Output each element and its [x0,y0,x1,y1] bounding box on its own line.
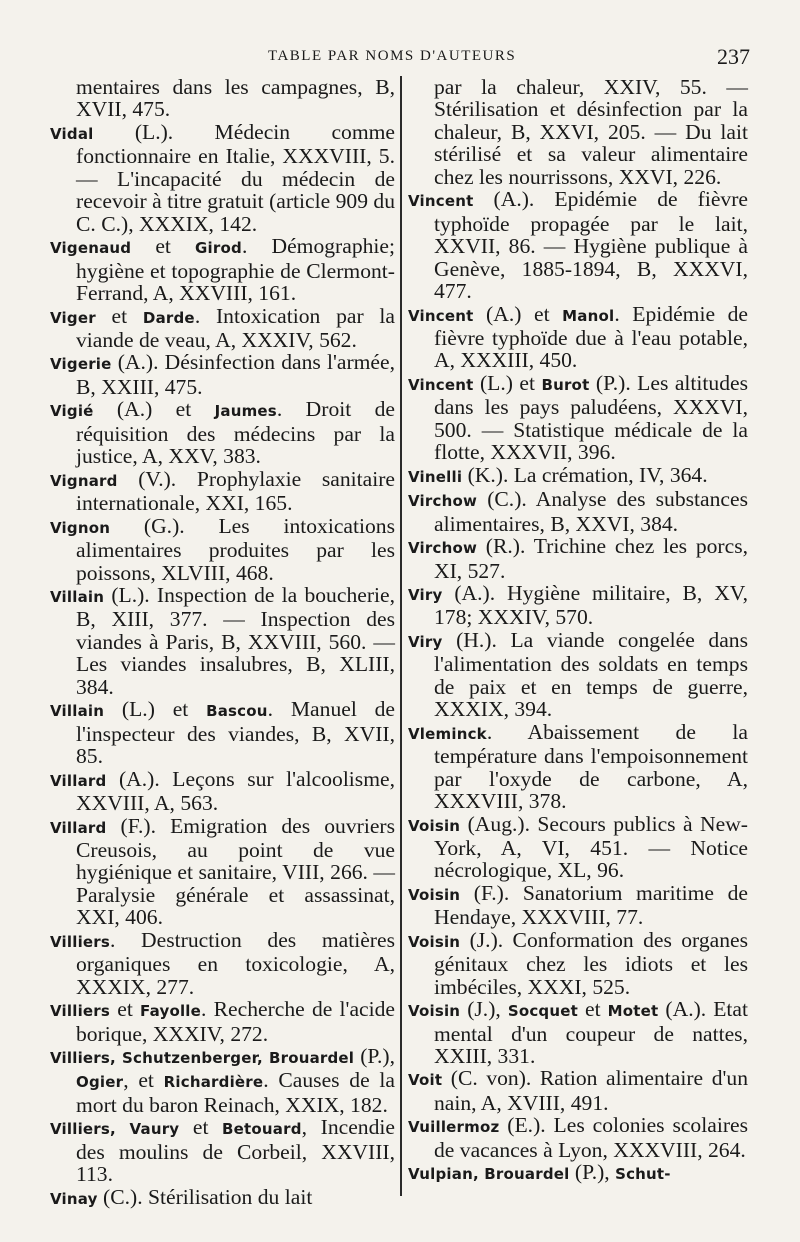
index-entry [408,76,748,188]
entry-text: (A.). Leçons sur l'alcoolisme, XXVIII, A, 563. [76,766,395,816]
index-entry [50,235,395,304]
author-name: Villard [50,771,107,790]
author-name: Jaumes [214,402,277,421]
author-name: Schut- [615,1165,671,1184]
index-entry [408,372,748,464]
index-entry [50,1045,395,1116]
index-entry [50,584,395,698]
entry-text: et [110,997,141,1022]
author-name: Burot [541,375,590,394]
author-name: Voisin [408,932,461,951]
index-entry [408,882,748,929]
author-name: Villiers, Vaury [50,1120,180,1139]
author-name: Betouard [222,1120,302,1139]
index-entry [408,464,748,488]
entry-text: (L.). Médecin comme fonctionnaire en Italie, XXXVIII, 5. — L'incapacité du médecin de recevoir à titre gratuit (article 909 du C. C.), XXXIX, 142. [76,119,395,236]
author-name: Villiers, Schutzenberger, Brouardel [50,1049,355,1068]
entry-text: (F.). Sanatorium maritime de Hendaye, XXXVIII, 77. [434,880,748,930]
running-head [0,44,800,74]
author-name: Manol [562,306,615,325]
entry-text: , Incendie des moulins de Corbeil, XXVIII, 113. [76,1115,395,1187]
index-entry [50,1186,395,1210]
index-entry [50,305,395,352]
author-name: Motet [607,1002,659,1021]
entry-text: (A.). Epidémie de fièvre typhoïde propagée par le lait, XXVII, 86. — Hygiène publique à Genève, 1885-1894, B, XXXVI, 477. [434,187,748,304]
entry-text: . Abaissement de la température dans l'empoisonnement par l'oxyde de carbone, A, XXXVIII, 378. [434,719,748,814]
index-entry [50,768,395,815]
author-name: Vigenaud [50,239,132,258]
author-name: Vleminck [408,724,487,743]
entry-text: . Recherche de l'acide borique, XXXIV, 272. [76,997,395,1046]
entry-text: (K.). La crémation, IV, 364. [462,462,708,487]
index-entry [50,998,395,1045]
author-name: Viry [408,632,443,651]
entry-text: (F.). Emigration des ouvriers Creusois, au point de vue hygiénique et sanitaire, VIII, 266. — Paralysie générale et assassinat, XXI, 406. [76,813,395,930]
entry-text: (A.) et [93,397,215,422]
entry-text: (A.). Hygiène militaire, B, XV, 178; XXXIV, 570. [434,580,748,630]
page-number: 237 [717,44,750,69]
author-name: Vignard [50,471,118,490]
author-name: Darde [142,308,195,327]
author-name: Vincent [408,375,474,394]
entry-text: et [95,303,143,328]
index-entry [408,813,748,882]
entry-text: (V.). Prophylaxie sanitaire internationale, XXI, 165. [76,466,395,516]
index-entry [50,815,395,929]
index-entry [408,929,748,998]
entry-text: . Epidémie de fièvre typhoïde due à l'eau potable, A, XXXIII, 450. [434,301,749,373]
index-entry [50,121,395,235]
entry-text: par la chaleur, XXIV, 55. — Stérilisation et désinfection par la chaleur, B, XXVI, 205. — Du lait stérilisé et sa valeur alimentaire chez les nourrissons, XXVI, 226. [434,75,748,189]
entry-text: et [578,997,608,1022]
entry-text: (E.). Les colonies scolaires de vacances à Lyon, XXXVIII, 264. [434,1113,748,1162]
author-name: Girod [195,239,242,258]
column-divider [400,76,402,1196]
author-name: Vincent [408,306,474,325]
right-column [408,76,748,1186]
index-entry [408,488,748,535]
author-name: Viry [408,585,443,604]
author-name: Vigié [50,402,94,421]
index-entry [408,721,748,813]
index-entry [408,629,748,721]
entry-text: , et [123,1068,164,1093]
author-name: Socquet [507,1002,578,1021]
index-entry [408,582,748,629]
entry-text: et [131,234,196,259]
index-entry [50,515,395,584]
index-entry [408,1114,748,1161]
entry-text: (A.) et [473,301,563,326]
entry-text: et [179,1115,223,1140]
author-name: Vignon [50,518,111,537]
author-name: Voisin [408,885,461,904]
author-name: Villain [50,702,105,721]
entry-text: (C. von). Ration alimentaire d'un nain, A, XVIII, 491. [434,1066,748,1115]
index-entry [50,929,395,998]
index-entry [408,188,748,302]
index-entry [408,1161,748,1185]
entry-text: (H.). La viande congelée dans l'alimentation des soldats en temps de paix et en temps de guerre, XXXIX, 394. [434,627,748,722]
index-entry [50,468,395,515]
author-name: Virchow [408,539,478,558]
entry-text: . Destruction des matières organiques en toxicologie, A, XXXIX, 277. [76,927,395,999]
entry-text: mentaires dans les campagnes, B, XVII, 475. [76,75,395,122]
left-column [50,76,395,1210]
entry-text: . Droit de réquisition des médecins par la justice, A, XXV, 383. [76,397,395,469]
author-name: Vincent [408,192,474,211]
index-entry [408,535,748,582]
entry-text: (L.) et [473,370,542,395]
author-name: Voit [408,1071,443,1090]
entry-text: (G.). Les intoxications alimentaires produites par les poissons, XLVIII, 468. [76,513,395,585]
author-name: Villiers [50,932,111,951]
author-name: Villain [50,587,105,606]
entry-text: . Manuel de l'inspecteur des viandes, B, XVII, 85. [76,697,396,769]
entry-text: (P.), [354,1044,395,1069]
author-name: Voisin [408,1002,461,1021]
author-name: Vinelli [408,467,463,486]
author-name: Voisin [408,816,461,835]
entry-text: (A.). Désinfection dans l'armée, B, XXIII, 475. [76,350,395,399]
author-name: Ogier [76,1073,124,1092]
author-name: Vinay [50,1189,98,1208]
index-entry [408,998,748,1067]
index-entry [50,398,395,467]
entry-text: (Aug.). Secours publics à New-York, A, VI, 451. — Notice nécrologique, XL, 96. [434,811,748,883]
author-name: Virchow [408,492,478,511]
entry-text: . Démographie; hygiène et topographie de Clermont-Ferrand, A, XXVIII, 161. [76,234,395,306]
entry-text: (L.). Inspection de la boucherie, B, XIII, 377. — Inspection des viandes à Paris, B, XXVIII, 560. — Les viandes insalubres, B, XLIII, 384. [76,582,395,699]
entry-text: (R.). Trichine chez les porcs, XI, 527. [434,534,748,583]
author-name: Fayolle [140,1002,202,1021]
author-name: Vuillermoz [408,1118,500,1137]
author-name: Vidal [50,124,94,143]
author-name: Villard [50,818,107,837]
entry-text: (P.), [569,1160,616,1185]
index-entry [408,303,748,372]
index-entry [408,1067,748,1114]
author-name: Vulpian, Brouardel [408,1165,570,1184]
index-entry [50,698,395,767]
index-entry [50,76,395,121]
entry-text: (J.). Conformation des organes génitaux chez les idiots et les imbéciles, XXXI, 525. [434,927,748,999]
entry-text: . Intoxication par la viande de veau, A, XXXIV, 562. [76,303,396,352]
entry-text: (A.). Etat mental d'un coupeur de nattes, XXIII, 331. [434,997,748,1069]
entry-text: (C.). Stérilisation du lait [97,1184,313,1209]
entry-text: . Causes de la mort du baron Reinach, XXIX, 182. [76,1068,396,1117]
author-name: Villiers [50,1002,111,1021]
index-entry [50,1116,395,1185]
author-name: Vigerie [50,355,112,374]
entry-text: (L.) et [104,697,207,722]
entry-text: (P.). Les altitudes dans les pays paludéens, XXXVI, 500. — Statistique médicale de la flotte, XXXVII, 396. [434,370,748,465]
author-name: Bascou [206,702,268,721]
author-name: Viger [50,308,96,327]
running-title: TABLE PAR NOMS D'AUTEURS [268,48,517,64]
index-entry [50,351,395,398]
entry-text: (C.). Analyse des substances alimentaires, B, XXVI, 384. [434,487,748,536]
author-name: Richardière [163,1073,264,1092]
entry-text: (J.), [460,997,508,1022]
